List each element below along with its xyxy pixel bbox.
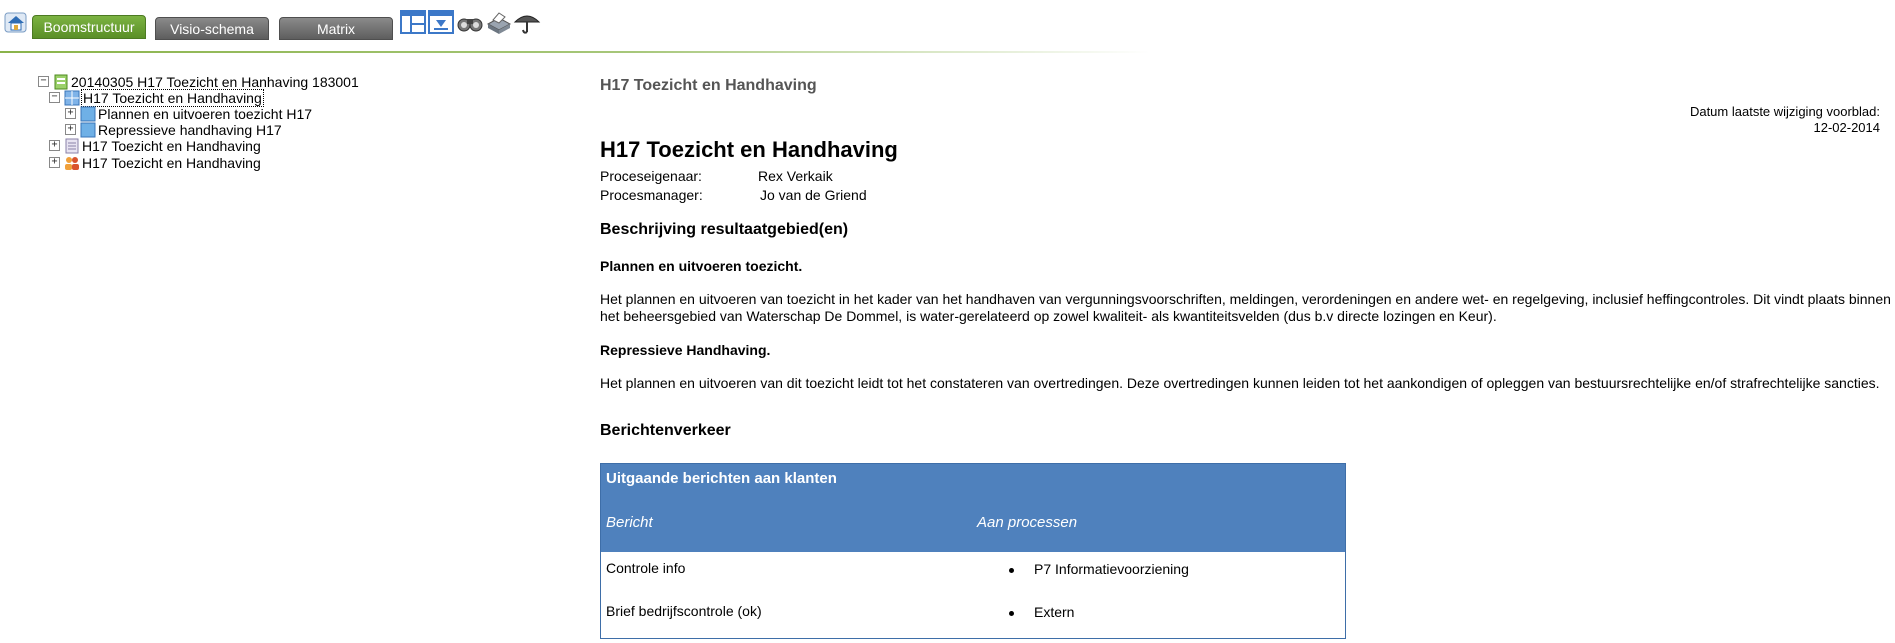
tree-node-label[interactable]: H17 Toezicht en Handhaving (83, 89, 262, 106)
last-modified (1690, 104, 1880, 136)
message-cell: Brief bedrijfscontrole (ok) (606, 603, 762, 619)
messages-table (600, 463, 1346, 639)
collapse-icon[interactable]: − (38, 76, 49, 87)
expand-icon[interactable]: + (65, 124, 76, 135)
table-header (601, 464, 1345, 552)
expand-icon[interactable]: + (65, 108, 76, 119)
owner-label: Proceseigenaar: (600, 168, 702, 184)
sub2-text: Het plannen en uitvoeren van dit toezicht leidt tot het constateren van overtredingen. Deze overtredingen kunnen leiden tot het aankondigen of opleggen van bestuursrechtelijke en/of strafrechtelijke sancties. (600, 375, 1880, 391)
bullet-icon (1009, 568, 1014, 573)
download-icon[interactable] (428, 10, 456, 36)
table-row (601, 552, 1345, 595)
tab-boomstructuur[interactable]: Boomstructuur (32, 15, 146, 39)
tree-node-people[interactable] (49, 153, 262, 172)
owner-value: Rex Verkaik (758, 168, 833, 184)
last-modified-label: Datum laatste wijziging voorblad: (1689, 104, 1880, 119)
tree-node-label[interactable]: H17 Toezicht en Handhaving (82, 154, 261, 171)
expand-icon[interactable]: + (49, 140, 60, 151)
sub2-heading: Repressieve Handhaving. (600, 342, 771, 358)
bullet-icon (1009, 611, 1014, 616)
home-icon[interactable] (3, 10, 29, 34)
traffic-heading: Berichtenverkeer (600, 422, 731, 439)
col-header-processes: Aan processen (977, 514, 1078, 531)
col-header-message: Bericht (606, 514, 653, 531)
tab-matrix[interactable]: Matrix (279, 17, 393, 40)
process-cell (1009, 604, 1074, 620)
umbrella-icon[interactable] (513, 10, 541, 36)
manager-row (600, 187, 867, 203)
manager-label: Procesmanager: (600, 187, 703, 203)
manager-value: Jo van de Griend (760, 187, 867, 203)
tree-root-label[interactable]: 20140305 H17 Toezicht en Hanhaving 183001 (71, 73, 359, 90)
process-cell (1009, 561, 1189, 577)
collapse-icon[interactable]: − (49, 92, 60, 103)
tree-node-label[interactable]: Repressieve handhaving H17 (98, 121, 282, 138)
table-title: Uitgaande berichten aan klanten (606, 470, 837, 487)
layout-icon[interactable] (400, 10, 428, 36)
tree-node-label[interactable]: H17 Toezicht en Handhaving (82, 137, 261, 154)
document-icon (64, 138, 80, 154)
result-heading: Beschrijving resultaatgebied(en) (600, 221, 849, 238)
tab-visio-schema[interactable]: Visio-schema (155, 17, 269, 40)
last-modified-date: 12-02-2014 (1813, 120, 1880, 135)
expand-icon[interactable]: + (49, 157, 60, 168)
toolbar-divider (0, 51, 1150, 53)
process-link[interactable]: Extern (1034, 604, 1075, 620)
process-link[interactable]: P7 Informatievoorziening (1034, 561, 1189, 577)
owner-row (600, 168, 833, 184)
binoculars-icon[interactable] (456, 10, 484, 36)
sub1-heading: Plannen en uitvoeren toezicht. (600, 258, 803, 274)
sub1-text: Het plannen en uitvoeren van toezicht in het kader van het handhaven van vergunningsvoorschriften, meldingen, verordeningen en andere wet- en regelgeving, inclusief heffingcontroles. Dit vindt plaats binnen het beheersgebied van Waterschap De Dommel, is water-gerelateerd op zowel kwaliteit- als kwantiteitsvelden (dus b.v directe lozingen en Keur). (600, 291, 1891, 324)
section-title: H17 Toezicht en Handhaving (600, 77, 817, 94)
tree-node-label[interactable]: Plannen en uitvoeren toezicht H17 (98, 105, 313, 122)
toolbar (0, 0, 1895, 52)
people-icon (64, 155, 80, 171)
message-cell: Controle info (606, 560, 686, 576)
page-title: H17 Toezicht en Handhaving (600, 137, 898, 162)
print-icon[interactable] (485, 10, 513, 36)
table-row (601, 595, 1345, 638)
